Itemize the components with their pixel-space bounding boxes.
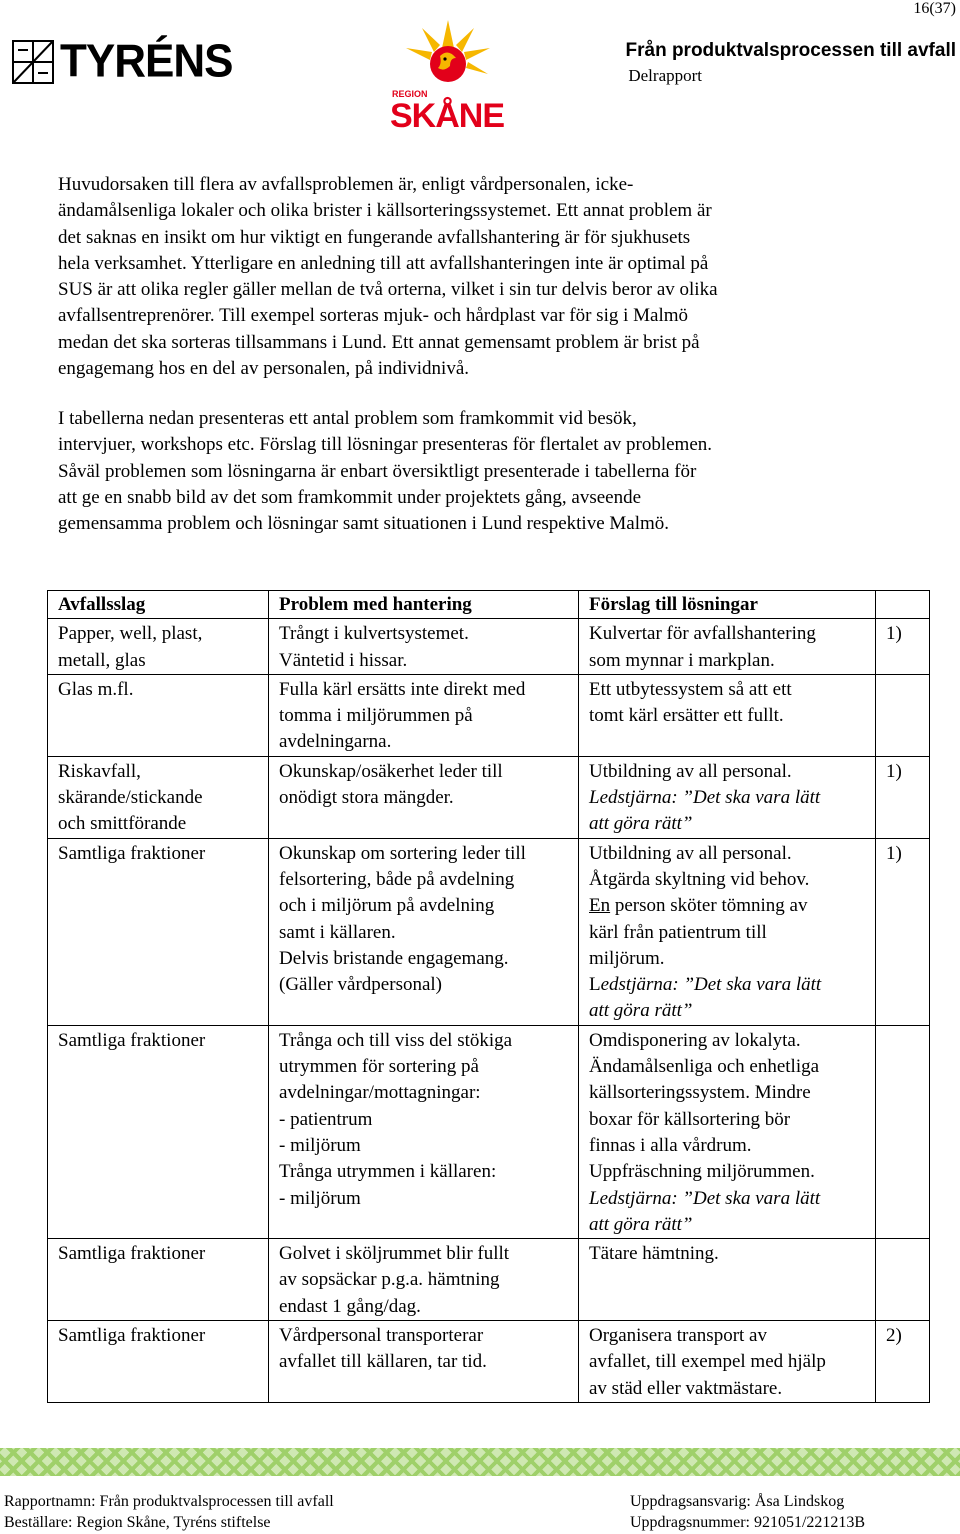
cell-line: avdelningar/mottagningar: (279, 1082, 481, 1104)
footer-responsible: Uppdragsansvarig: Åsa Lindskog (630, 1493, 845, 1510)
text-line: hela verksamhet. Ytterligare en anledning till att avfallshanteringen inte är optimal på (58, 252, 709, 274)
cell-line-italic: att göra rätt” (589, 813, 693, 835)
region-skane-logo (388, 18, 508, 135)
table-row (48, 619, 930, 675)
underlined-word: En (589, 895, 611, 917)
cell-line: Åtgärda skyltning vid behov. (589, 868, 810, 890)
text-line: det saknas en insikt om hur viktigt en fungerande avfallshantering är för sjukhusets (58, 226, 691, 248)
tyrens-logo (12, 35, 233, 88)
table-row (48, 1239, 930, 1321)
cell-reference: 1) (876, 838, 930, 1025)
cell-line: Tätare hämtning. (589, 1243, 719, 1265)
cell-line: källsorteringssystem. Mindre (589, 1082, 811, 1104)
cell-line: och smittförande (58, 813, 187, 835)
cell-line: Omdisponering av lokalyta. (589, 1029, 801, 1051)
cell-line: finnas i alla vårdrum. (589, 1134, 752, 1156)
cell-line: Samtliga fraktioner (58, 1325, 206, 1347)
table-row (48, 756, 930, 838)
cell-line: Ett utbytessystem så att ett (589, 678, 792, 700)
cell-solution (579, 838, 876, 1025)
cell-line: Utbildning av all personal. (589, 760, 792, 782)
cell-waste-type (48, 1239, 269, 1321)
header-problem: Problem med hantering (269, 591, 579, 619)
cell-line: av städ eller vaktmästare. (589, 1377, 783, 1399)
document-subtitle: Delrapport (628, 66, 702, 85)
cell-reference: 1) (876, 756, 930, 838)
cell-line: boxar för källsortering bör (589, 1108, 791, 1130)
cell-line: Organisera transport av (589, 1325, 767, 1347)
cell-problem (269, 674, 579, 756)
cell-problem (269, 619, 579, 675)
cell-line: Samtliga fraktioner (58, 1029, 206, 1051)
cell-line: utrymmen för sortering på (279, 1056, 479, 1078)
cell-line: Riskavfall, (58, 760, 141, 782)
cell-line: Golvet i sköljrummet blir fullt (279, 1243, 510, 1265)
text-line: avfallsentreprenörer. Till exempel sorteras mjuk- och hårdplast var för sig i Malmö (58, 305, 689, 327)
text-line: intervjuer, workshops etc. Förslag till lösningar presenteras för flertalet av problemen. (58, 434, 713, 456)
footer-assignment-number: Uppdragsnummer: 921051/221213B (630, 1514, 866, 1531)
text-line: Huvudorsaken till flera av avfallsproblemen är, enligt vårdpersonalen, icke- (58, 174, 634, 195)
cell-line: och i miljörum på avdelning (279, 895, 495, 917)
cell-waste-type (48, 1321, 269, 1403)
header-solution: Förslag till lösningar (579, 591, 876, 619)
cell-line: skärande/stickande (58, 787, 203, 809)
cell-line: avfallet till källaren, tar tid. (279, 1351, 487, 1373)
cell-reference (876, 1025, 930, 1238)
cell-problem (269, 1025, 579, 1238)
cell-line: Uppfräschning miljörummen. (589, 1161, 815, 1183)
header-reference (876, 591, 930, 619)
cell-waste-type (48, 619, 269, 675)
cell-line: - miljörum (279, 1134, 361, 1156)
cell-line: Samtliga fraktioner (58, 842, 206, 864)
cell-problem (269, 838, 579, 1025)
text-line: ändamålsenliga lokaler och olika brister i källsorteringssystemet. Ett annat problem är (58, 200, 712, 222)
cell-line (589, 893, 871, 919)
skane-region-label: REGION (392, 89, 428, 99)
cell-line: Ändamålsenliga och enhetliga (589, 1056, 820, 1078)
cell-text: L (589, 974, 601, 996)
document-title: Från produktvalsprocessen till avfall (625, 40, 956, 61)
cell-solution (579, 756, 876, 838)
cell-line: (Gäller vårdpersonal) (279, 974, 443, 996)
text-line: medan det ska sorteras tillsammans i Lund. Ett annat gemensamt problem är brist på (58, 331, 700, 353)
cell-line (589, 972, 871, 998)
cell-line-italic: att göra rätt” (589, 1213, 693, 1235)
cell-solution (579, 1025, 876, 1238)
cell-line: endast 1 gång/dag. (279, 1295, 421, 1317)
cell-line: metall, glas (58, 649, 146, 671)
cell-line: Samtliga fraktioner (58, 1243, 206, 1265)
cell-line: tomma i miljörummen på (279, 705, 473, 727)
cell-line: Papper, well, plast, (58, 623, 203, 645)
header-waste-type: Avfallsslag (48, 591, 269, 619)
cell-line: som mynnar i markplan. (589, 649, 775, 671)
cell-line: Kulvertar för avfallshantering (589, 623, 816, 645)
cell-line: Delvis bristande engagemang. (279, 947, 509, 969)
table-row (48, 838, 930, 1025)
cell-problem (269, 1321, 579, 1403)
text-line: att ge en snabb bild av det som framkommit under projektets gång, avseende (58, 486, 642, 508)
cell-line: Trånga och till viss del stökiga (279, 1029, 513, 1051)
cell-solution (579, 674, 876, 756)
table-row (48, 1025, 930, 1238)
cell-line: avdelningarna. (279, 731, 392, 753)
table-header-row (48, 591, 930, 619)
cell-line-italic: Ledstjärna: ”Det ska vara lätt (589, 787, 821, 809)
cell-reference (876, 674, 930, 756)
cell-waste-type (48, 838, 269, 1025)
cell-text: person sköter tömning av (610, 895, 808, 917)
text-line: Såväl problemen som lösningarna är enbart översiktligt presenterade i tabellerna för (58, 460, 697, 482)
cell-line: Vårdpersonal transporterar (279, 1325, 484, 1347)
cell-problem (269, 1239, 579, 1321)
cell-line: Utbildning av all personal. (589, 842, 792, 864)
cell-line: Trånga utrymmen i källaren: (279, 1161, 497, 1183)
text-line: SUS är att olika regler gäller mellan de två orterna, vilket i sin tur delvis beror av olika (58, 279, 718, 301)
table-row (48, 674, 930, 756)
cell-line-italic: Ledstjärna: ”Det ska vara lätt (589, 1187, 821, 1209)
cell-line: avfallet, till exempel med hjälp (589, 1351, 826, 1373)
problems-table (47, 590, 930, 1403)
cell-reference (876, 1239, 930, 1321)
cell-line: tomt kärl ersätter ett fullt. (589, 705, 784, 727)
cell-waste-type (48, 756, 269, 838)
cell-line: Okunskap om sortering leder till (279, 842, 526, 864)
table-row (48, 1321, 930, 1403)
cell-line-italic: att göra rätt” (589, 1000, 693, 1022)
cell-line: Trångt i kulvertsystemet. (279, 623, 469, 645)
cell-solution (579, 1239, 876, 1321)
cell-reference: 1) (876, 619, 930, 675)
text-line: gemensamma problem och lösningar samt situationen i Lund respektive Malmö. (58, 513, 670, 535)
cell-line: Okunskap/osäkerhet leder till (279, 760, 503, 782)
footer-left (4, 1491, 504, 1533)
cell-line: - patientrum (279, 1108, 373, 1130)
cell-line: samt i källaren. (279, 921, 396, 943)
paragraph-1 (58, 172, 838, 382)
cell-line: av sopsäckar p.g.a. hämtning (279, 1269, 500, 1291)
cell-waste-type (48, 1025, 269, 1238)
skane-griffin-icon (388, 18, 508, 90)
cell-solution (579, 1321, 876, 1403)
cell-waste-type (48, 674, 269, 756)
paragraph-2 (58, 406, 838, 537)
cell-solution (579, 619, 876, 675)
cell-line: miljörum. (589, 947, 665, 969)
cell-line: kärl från patientrum till (589, 921, 767, 943)
cell-problem (269, 756, 579, 838)
page-number: 16(37) (913, 0, 956, 17)
cell-line: Väntetid i hissar. (279, 649, 408, 671)
skane-name-label: SKÅNE (390, 97, 505, 135)
text-line: I tabellerna nedan presenteras ett antal problem som framkommit vid besök, (58, 408, 637, 429)
footer-client: Beställare: Region Skåne, Tyréns stiftelse (4, 1514, 271, 1531)
decorative-pattern-band (0, 1448, 960, 1476)
cell-line: Glas m.fl. (58, 678, 134, 700)
cell-line: felsortering, både på avdelning (279, 868, 515, 890)
cell-line: onödigt stora mängder. (279, 787, 454, 809)
cell-reference: 2) (876, 1321, 930, 1403)
footer-right (630, 1491, 960, 1533)
cell-text-italic: edstjärna: ”Det ska vara lätt (600, 974, 822, 996)
tyrens-mark-icon (12, 40, 54, 84)
text-line: engagemang hos en del av personalen, på individnivå. (58, 358, 470, 380)
cell-line: Fulla kärl ersätts inte direkt med (279, 678, 526, 700)
tyrens-logo-text: TYRÉNS (60, 35, 233, 88)
footer-report-name: Rapportnamn: Från produktvalsprocessen till avfall (4, 1493, 334, 1510)
cell-line: - miljörum (279, 1187, 361, 1209)
